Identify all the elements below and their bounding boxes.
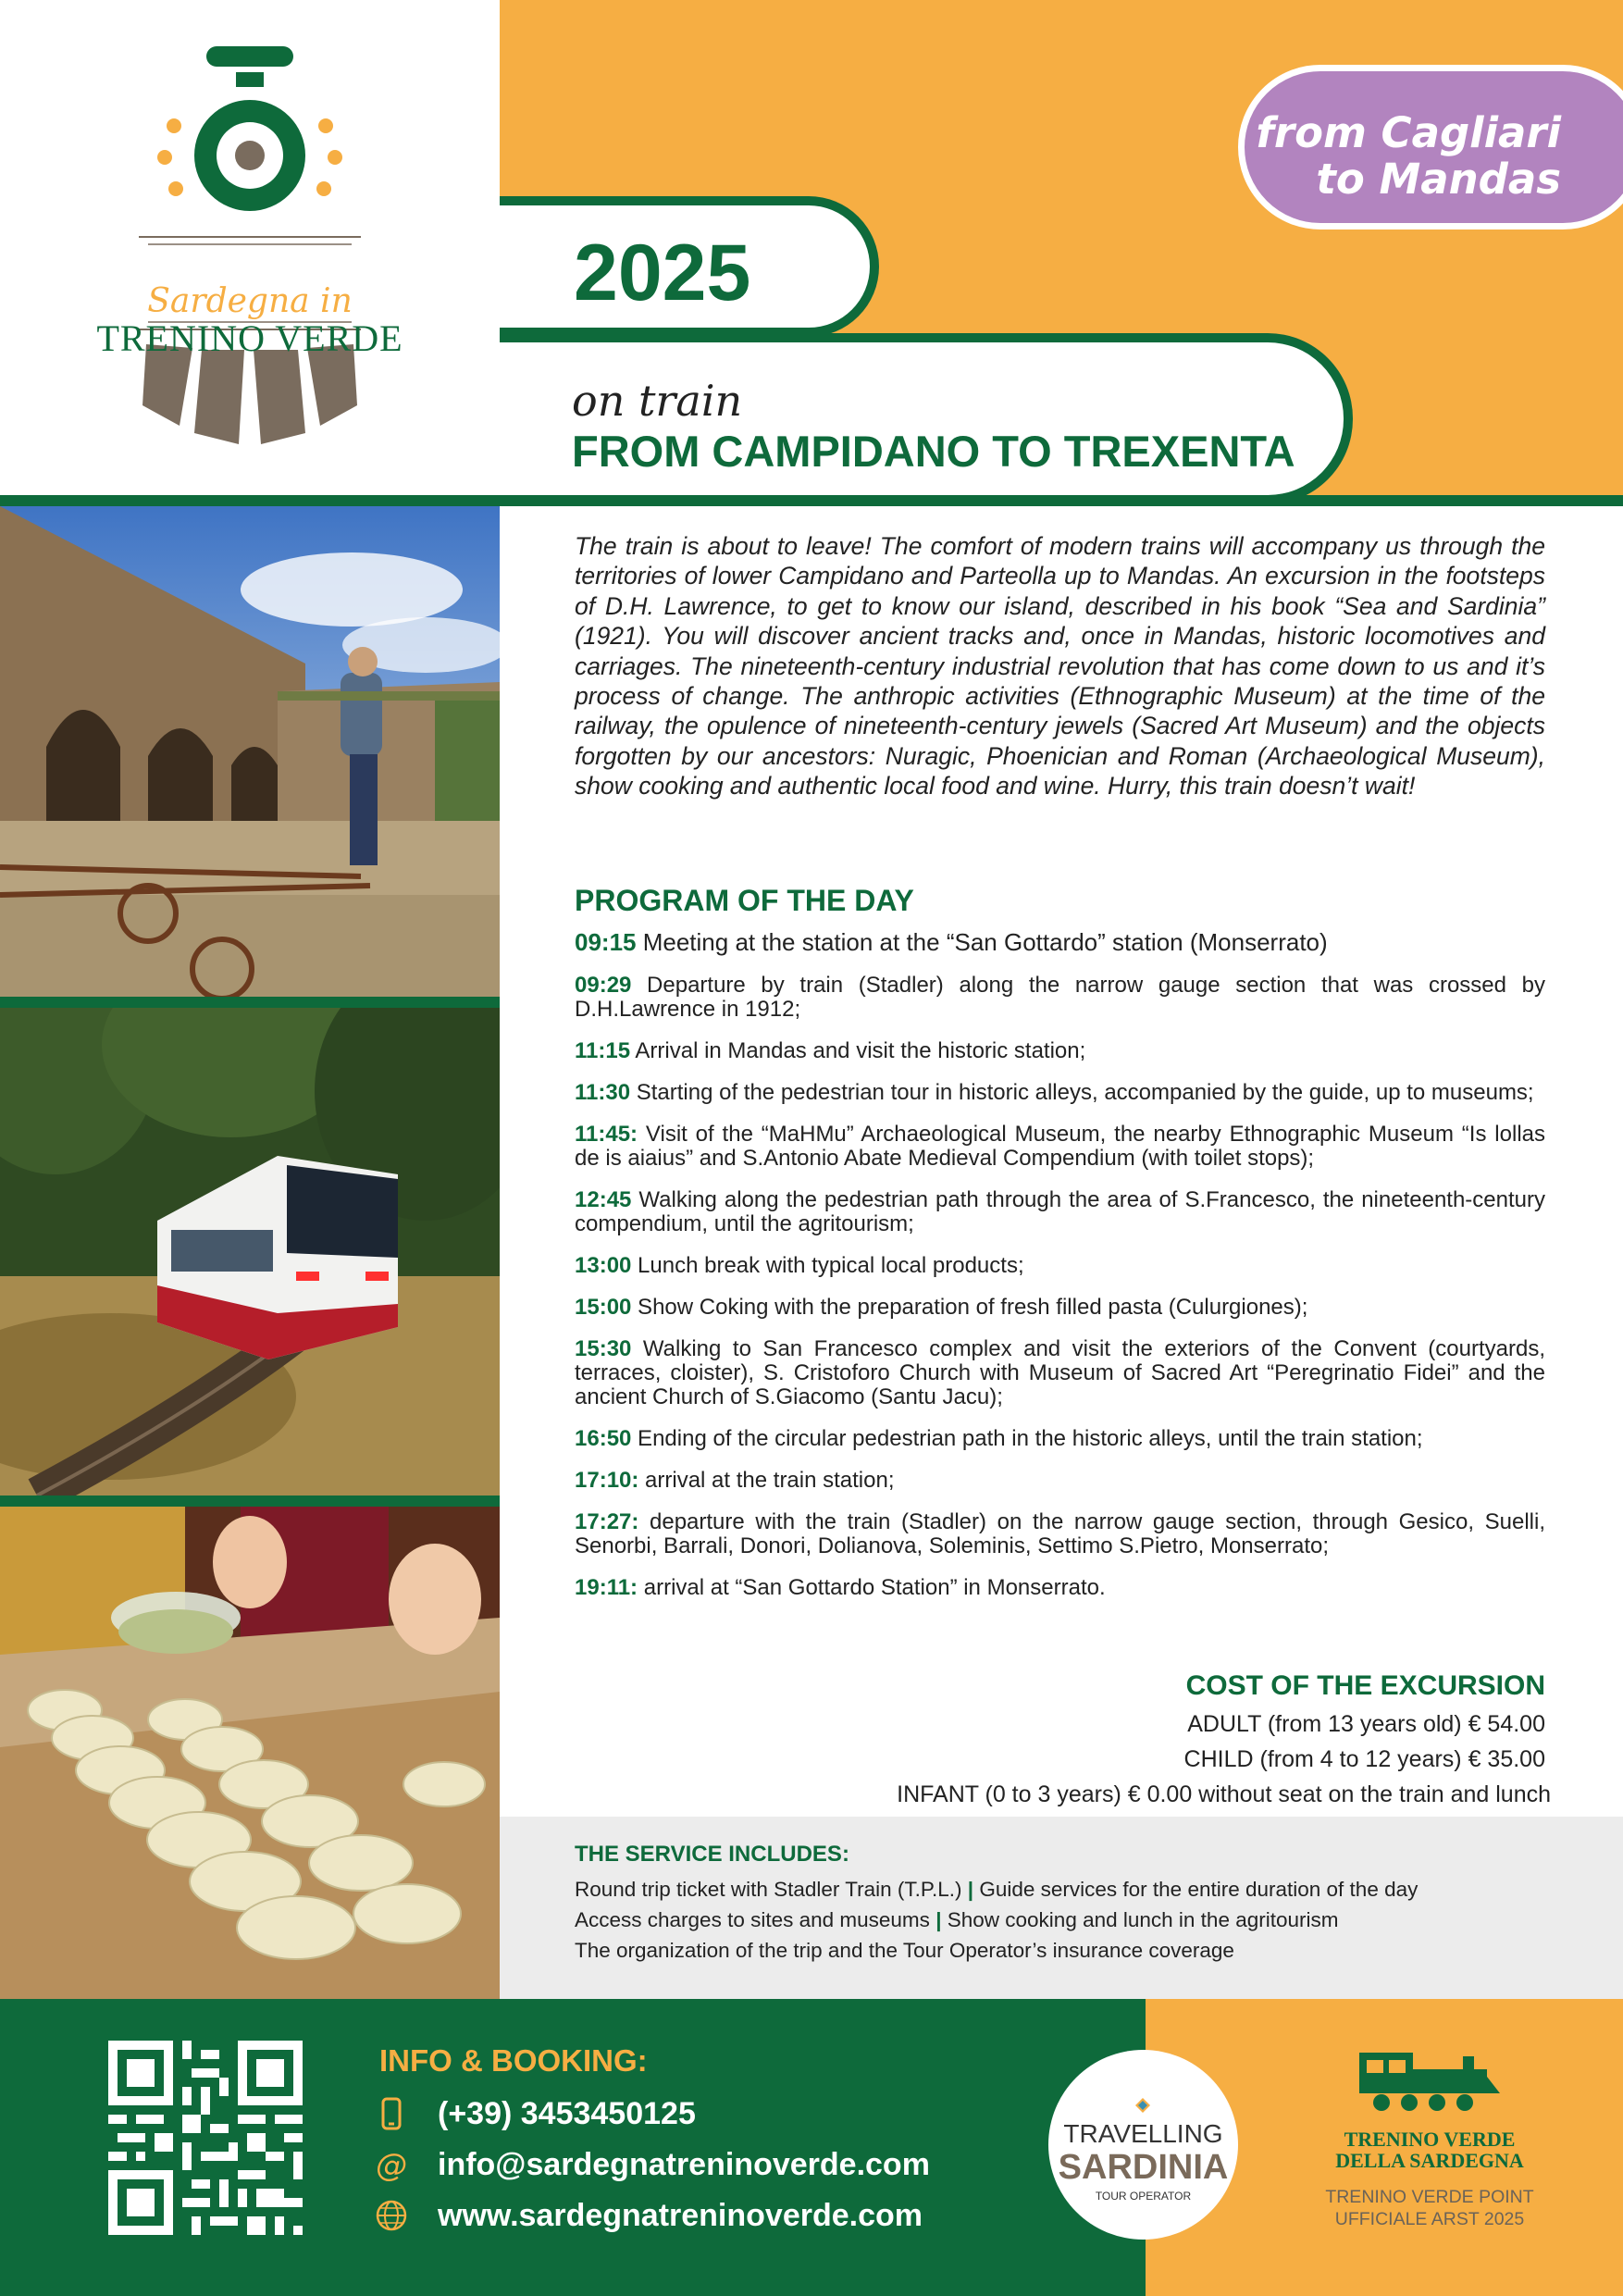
program-description: Departure by train (Stadler) along the narrow gauge section that was crossed by D.H.Lawrence in 1912; [575, 973, 1545, 1022]
photo-divider [0, 997, 500, 1008]
program-time: 12:45 [575, 1187, 632, 1212]
program-item [575, 974, 1545, 1022]
service-item: Access charges to sites and museums [575, 1908, 930, 1931]
intro-paragraph: The train is about to leave! The comfort of modern trains will accompany us through the territories of lower Campidano and Parteolla up to Mandas. An excursion in the footsteps of D.H. Lawrence, to get to know our island, described in his book “Sea and Sardinia” (1921). You will discover ancient tracks and, once in Mandas, historic locomotives and carriages. The nineteenth-century industrial revolution that has come down to us and it’s process of change. The anthropic activities (Ethnographic Museum) at the time of the railway, the opulence of nineteenth-century jewels (Sacred Art Museum) and the objects forgotten by our ancestors: Nuragic, Phoenician and Roman (Archaeological Museum), show cooking and authentic local food and wine. Hurry, this train doesn’t wait! [575, 532, 1545, 800]
program-time: 17:27: [575, 1509, 639, 1534]
travelling-text: TRAVELLING [1063, 2119, 1223, 2148]
svg-text:@: @ [376, 2148, 407, 2181]
program-time: 15:30 [575, 1336, 632, 1361]
title-tab [500, 333, 1353, 504]
footer [0, 1999, 1623, 2296]
program-time: 19:11: [575, 1575, 638, 1600]
sardinia-text: SARDINIA [1058, 2148, 1229, 2187]
program-item [575, 1039, 1545, 1063]
program-item [575, 1337, 1545, 1409]
program-item [575, 1576, 1545, 1600]
badge-line-2: to Mandas [1316, 155, 1561, 204]
cost-heading: COST OF THE EXCURSION [1185, 1670, 1545, 1701]
tv-point-line-1: TRENINO VERDE POINT [1325, 2187, 1534, 2207]
program-item [575, 928, 1545, 956]
cost-child: CHILD (from 4 to 12 years) € 35.00 [1183, 1746, 1545, 1772]
program-time: 11:45: [575, 1122, 638, 1147]
program-time: 09:15 [575, 928, 637, 956]
program-item [575, 1427, 1545, 1451]
subtitle-script: on train [572, 376, 743, 426]
program-item [575, 1123, 1545, 1171]
photo-culurgiones [0, 1507, 500, 1999]
program-item [575, 1254, 1545, 1278]
program-description: Walking along the pedestrian path through the area of S.Francesco, the nineteenth-century compendium, until the agritourism; [575, 1187, 1545, 1236]
program-description: Lunch break with typical local products; [631, 1253, 1024, 1278]
service-line-2 [575, 1908, 1339, 1932]
photo-divider [0, 1496, 500, 1507]
program-heading: PROGRAM OF THE DAY [575, 884, 914, 917]
program-time: 16:50 [575, 1426, 632, 1451]
badge-line-1: from Cagliari [1256, 108, 1561, 157]
program-item [575, 1510, 1545, 1558]
cost-adult: ADULT (from 13 years old) € 54.00 [1187, 1711, 1545, 1737]
service-item: Guide services for the entire duration of the day [979, 1878, 1419, 1901]
at-icon [375, 2148, 408, 2181]
tv-point-line-2: UFFICIALE ARST 2025 [1334, 2209, 1525, 2229]
qr-code[interactable] [108, 2041, 303, 2235]
service-item: Show cooking and lunch in the agritourism [947, 1908, 1339, 1931]
program-description: arrival at the train station; [638, 1468, 895, 1493]
photo-train [0, 1008, 500, 1496]
locomotive-logo-icon [56, 37, 444, 463]
tv-name-line-1: TRENINO VERDE [1344, 2128, 1516, 2151]
photo-stone-arches [0, 506, 500, 997]
program-item [575, 1469, 1545, 1493]
service-heading: THE SERVICE INCLUDES: [575, 1842, 849, 1867]
trenino-verde-logo [56, 37, 444, 463]
service-item: Round trip ticket with Stadler Train (T.P.L.) [575, 1878, 962, 1901]
cost-section [833, 1666, 1551, 1812]
travelling-sardinia-logo [1048, 2050, 1238, 2240]
trenino-verde-point [1277, 2186, 1582, 2230]
info-booking-heading: INFO & BOOKING: [379, 2043, 648, 2078]
program-description: Meeting at the station at the “San Gottardo” station (Monserrato) [636, 928, 1328, 956]
train-logo-icon [1354, 2045, 1502, 2119]
service-separator: | [967, 1878, 974, 1901]
program-time: 11:15 [575, 1038, 631, 1063]
program-description: Show Coking with the preparation of fresh filled pasta (Culurgiones); [631, 1295, 1308, 1320]
header-divider [0, 495, 1623, 506]
program-description: Starting of the pedestrian tour in historic alleys, accompanied by the guide, up to museums; [630, 1080, 1534, 1105]
program-description: Walking to San Francesco complex and visit the exteriors of the Convent (courtyards, terraces, cloister), S. Cristoforo Church with Museum of Sacred Art “Peregrinatio Fidei” and the ancient Church of S.Giacomo (Santu Jacu); [575, 1336, 1545, 1409]
program-description: arrival at “San Gottardo Station” in Monserrato. [638, 1575, 1106, 1600]
route-badge [1238, 65, 1623, 230]
program-time: 11:30 [575, 1080, 631, 1105]
program-time: 09:29 [575, 973, 632, 998]
trenino-verde-name [1277, 2128, 1582, 2171]
tv-name-line-2: DELLA SARDEGNA [1335, 2149, 1524, 2172]
page-title: FROM CAMPIDANO TO TREXENTA [572, 427, 1295, 476]
service-includes-panel [500, 1817, 1623, 1999]
program-description: Arrival in Mandas and visit the historic station; [630, 1038, 1086, 1063]
service-line-3: The organization of the trip and the Tour Operator’s insurance coverage [575, 1939, 1234, 1962]
program-time: 15:00 [575, 1295, 632, 1320]
program-item [575, 1296, 1545, 1320]
program-description: Visit of the “MaHMu” Archaeological Museum, the nearby Ethnographic Museum “Is lollas de is aiaius” and S.Antonio Abate Medieval Compendium (with toilet stops); [575, 1122, 1545, 1171]
globe-icon [375, 2199, 408, 2232]
website-link[interactable]: www.sardegnatreninoverde.com [438, 2198, 923, 2233]
logo-script-text: Sardegna in [147, 282, 353, 320]
phone-number[interactable]: (+39) 3453450125 [438, 2096, 696, 2131]
cost-infant: INFANT (0 to 3 years) € 0.00 without seat on the train and lunch [897, 1781, 1551, 1807]
logo-name-text: TRENINO VERDE [96, 317, 403, 359]
program-time: 13:00 [575, 1253, 632, 1278]
program-list [575, 928, 1545, 1618]
program-description: Ending of the circular pedestrian path in the historic alleys, until the train station; [631, 1426, 1423, 1451]
program-description: departure with the train (Stadler) on the narrow gauge section, through Gesico, Suelli, Senorbi, Barrali, Donori, Dolianova, Soleminis, Settimo S.Pietro, Monserrato; [575, 1509, 1545, 1558]
year-label: 2025 [574, 229, 751, 317]
program-time: 17:10: [575, 1468, 639, 1493]
program-item [575, 1081, 1545, 1105]
service-line-1 [575, 1878, 1418, 1902]
tour-operator-text: TOUR OPERATOR [1095, 2190, 1192, 2203]
service-separator: | [935, 1908, 942, 1931]
diamond-icon [1135, 2098, 1150, 2113]
year-tab [500, 196, 879, 337]
route-badge-text [1245, 110, 1561, 203]
program-item [575, 1188, 1545, 1236]
email-link[interactable]: info@sardegnatreninoverde.com [438, 2147, 930, 2182]
phone-icon [375, 2097, 408, 2130]
